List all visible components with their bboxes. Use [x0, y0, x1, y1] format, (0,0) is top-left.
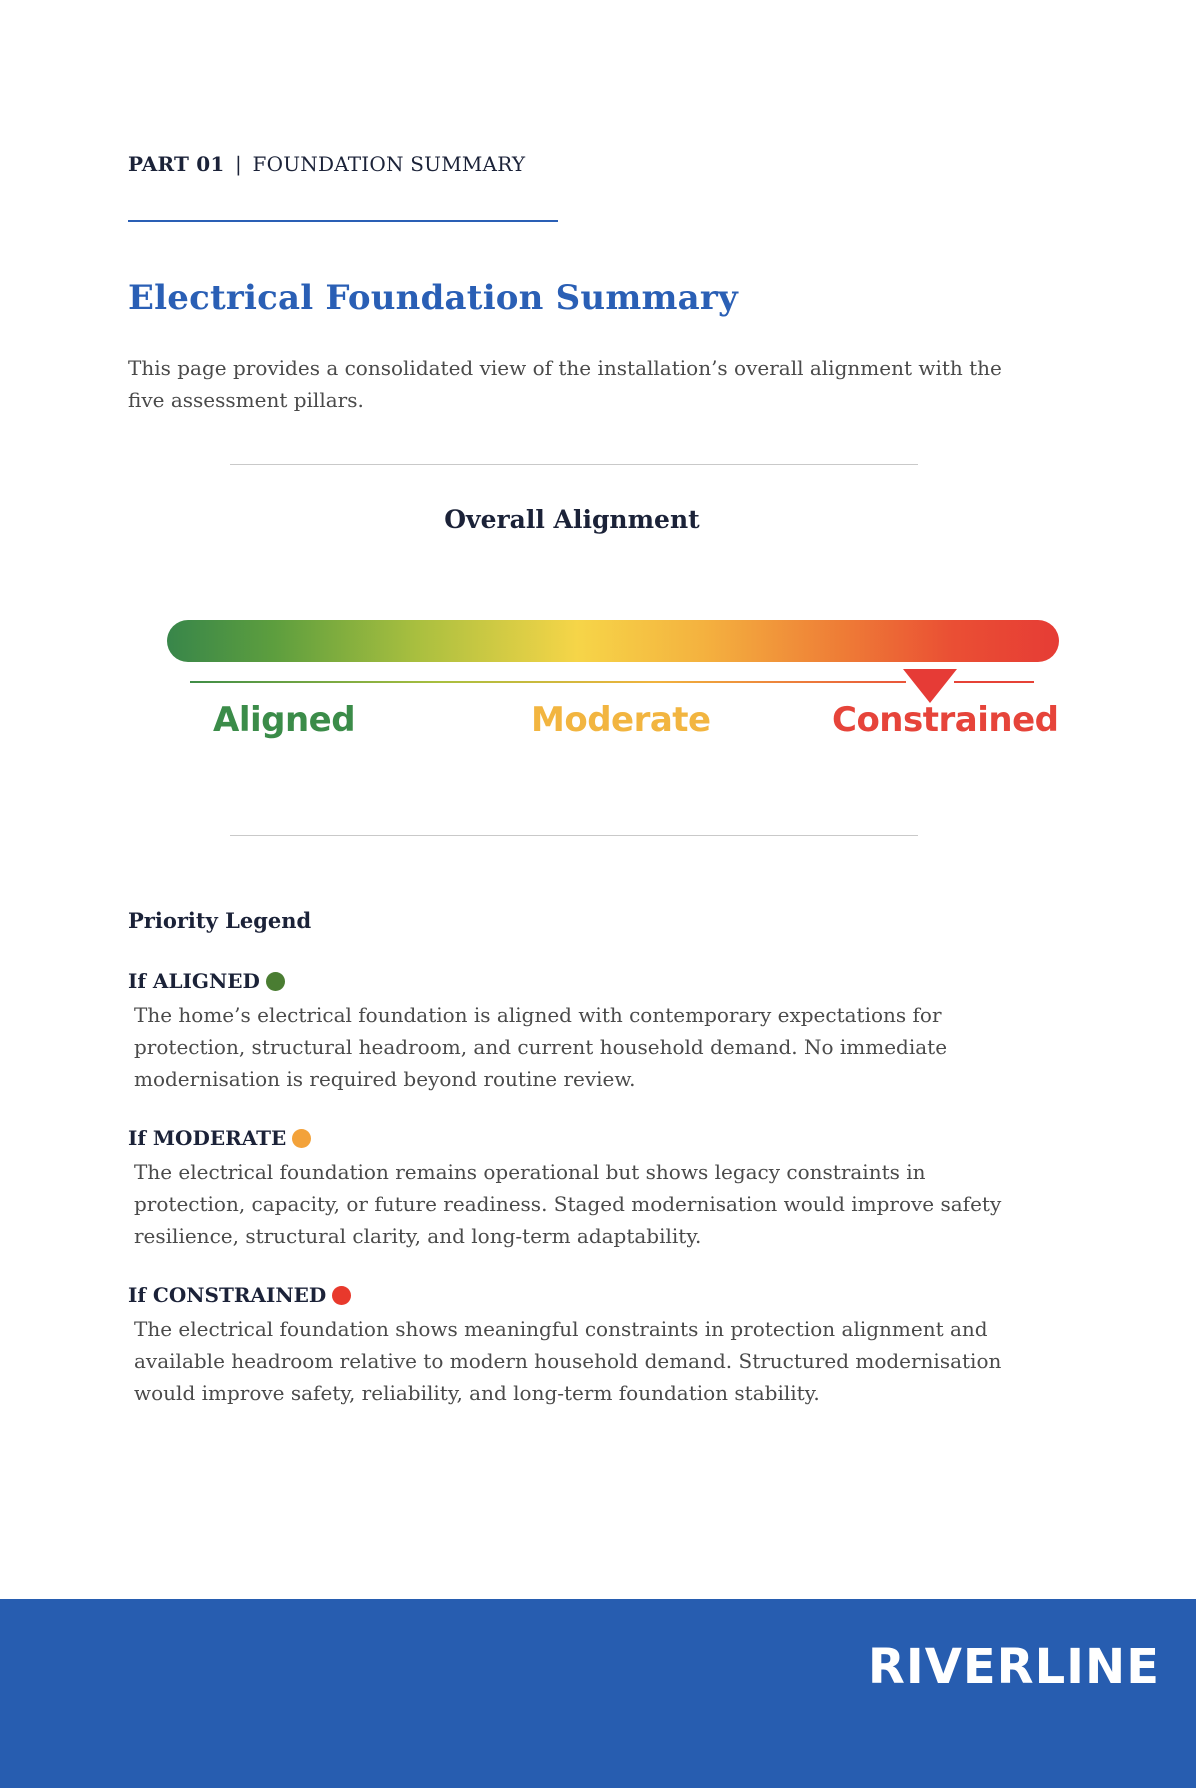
scale-baseline-end — [954, 681, 1034, 683]
legend-item-moderate — [128, 1124, 1028, 1252]
legend-item-constrained — [128, 1281, 1028, 1409]
legend-label-text: If CONSTRAINED — [128, 1283, 327, 1307]
scale-baseline — [190, 681, 906, 683]
scale-label-moderate: Moderate — [531, 700, 711, 740]
part-number: PART 01 — [128, 152, 225, 176]
legend-description: The electrical foundation remains operational but shows legacy constraints in protection, capacity, or future readiness. Staged modernisation would improve safety resilience, structural clarity, and long-term adaptability. — [134, 1160, 1002, 1248]
green-dot-icon — [266, 972, 285, 991]
scale-title: Overall Alignment — [444, 505, 700, 534]
legend-label-text: If MODERATE — [128, 1126, 287, 1150]
brand-logo: RIVERLINE — [867, 1639, 1160, 1695]
header-separator: | — [235, 152, 242, 176]
legend-item-aligned — [128, 967, 1028, 1095]
section-name: FOUNDATION SUMMARY — [252, 152, 526, 176]
header-rule — [128, 220, 558, 222]
legend-description: The electrical foundation shows meaningful constraints in protection alignment and available headroom relative to modern household demand. Structured modernisation would improve safety, reliability, and long-term foundation stability. — [134, 1317, 1002, 1405]
scale-divider-bottom — [230, 835, 918, 836]
legend-label — [128, 1124, 1028, 1152]
alignment-gradient-bar — [167, 620, 1059, 662]
legend-heading: Priority Legend — [128, 908, 312, 933]
legend-label — [128, 1281, 1028, 1309]
page-title: Electrical Foundation Summary — [128, 278, 738, 318]
legend-label-text: If ALIGNED — [128, 969, 260, 993]
intro-paragraph: This page provides a consolidated view of the installation’s overall alignment with the five assessment pillars. — [128, 356, 1002, 412]
orange-dot-icon — [292, 1129, 311, 1148]
scale-label-aligned: Aligned — [213, 700, 356, 740]
footer-band — [0, 1599, 1196, 1788]
current-level-marker-icon — [903, 669, 957, 703]
legend-description: The home’s electrical foundation is aligned with contemporary expectations for protection, structural headroom, and current household demand. No immediate modernisation is required beyond routine review. — [134, 1003, 948, 1091]
red-dot-icon — [332, 1286, 351, 1305]
scale-label-constrained: Constrained — [832, 700, 1059, 740]
legend-label — [128, 967, 1028, 995]
page-header — [128, 152, 525, 176]
scale-divider-top — [230, 464, 918, 465]
